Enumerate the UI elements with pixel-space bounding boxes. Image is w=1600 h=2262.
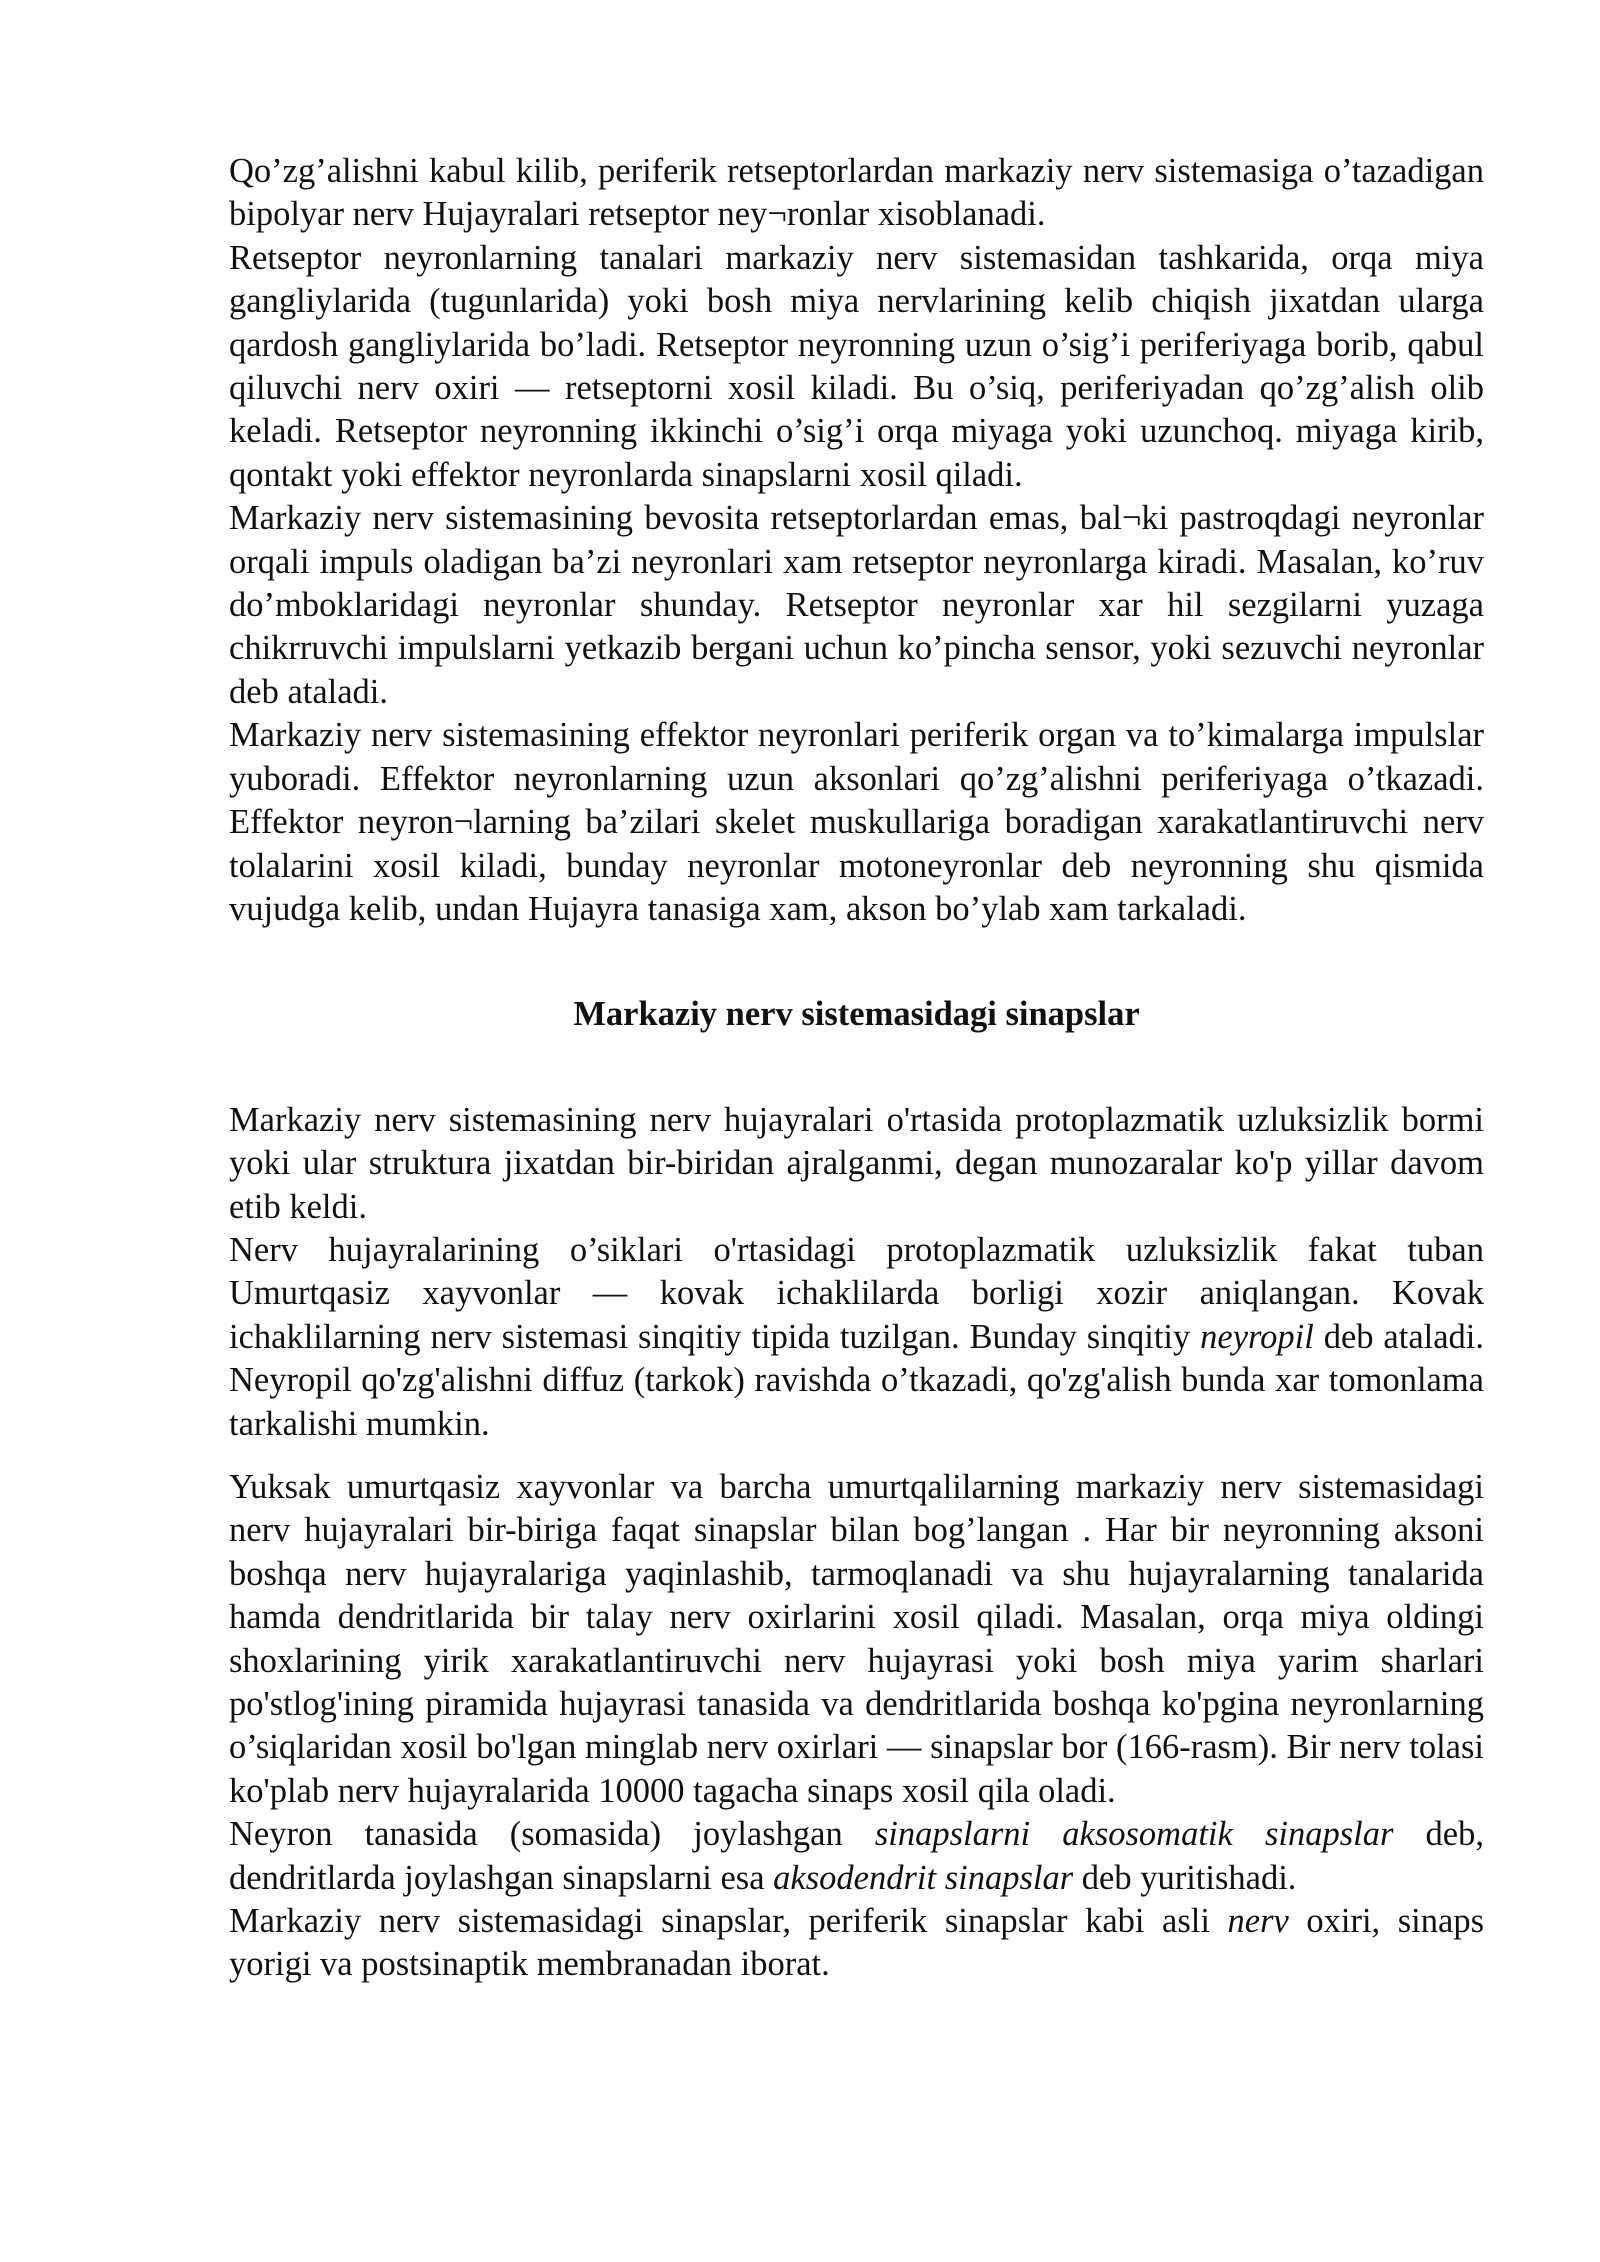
italic-term: neyropil (1200, 1317, 1314, 1356)
text-run: Markaziy nerv sistemasidagi sinapslar, periferik sinapslar kabi asli (229, 1902, 1228, 1941)
section-heading: Markaziy nerv sistemasidagi sinapslar (573, 995, 1140, 1034)
italic-term: nerv (1227, 1902, 1289, 1941)
paragraph: Markaziy nerv sistemasining bevosita retseptorlardan emas, bal¬ki pastroqdagi neyronlar orqali impuls oladigan ba’zi neyronlari xam retseptor neyronlarga kiradi. Masalan, ko’ruv do’mboklaridagi neyronlar shunday. Retseptor neyronlar xar hil sezgilarni yuzaga chikrruvchi impulslarni yetkazib bergani uchun ko’pincha sensor, yoki sezuvchi neyronlar deb ataladi. (229, 499, 1484, 711)
paragraph (229, 1813, 1484, 1900)
document-page (229, 150, 1484, 1987)
text-run: deb ataladi. Neyropil qo'zg'alishni diffuz (tarkok) ravishda o’tkazadi, qo'zg'alish bunda xar tomonlama tarkalishi mumkin. (229, 1317, 1484, 1443)
text-run: oxiri, sinaps yorigi va postsinaptik membranadan iborat. (229, 1902, 1484, 1984)
paragraph: Markaziy nerv sistemasining nerv hujayralari o'rtasida protoplazmatik uzluksizlik bormi yoki ular struktura jixatdan bir-biridan ajralganmi, degan munozaralar ko'p yillar davom etib keldi. (229, 1100, 1484, 1226)
italic-term: sinapslarni aksosomatik sinapslar (874, 1815, 1394, 1854)
italic-term: aksodendrit sinapslar (773, 1858, 1074, 1897)
text-run: deb, dendritlarda joylashgan sinapslarni esa (229, 1815, 1484, 1897)
paragraph: Retseptor neyronlarning tanalari markaziy nerv sistemasidan tashkarida, orqa miya gangliylarida (tugunlarida) yoki bosh miya nervlarining kelib chiqish jixatdan ularga qardosh gangliylarida bo’ladi. Retseptor neyronning uzun o’sig’i periferiyaga borib, qabul qiluvchi nerv oxiri — retseptorni xosil kiladi. Bu o’siq, periferiyadan qo’zg’alish olib keladi. Retseptor neyronning ikkinchi o’sig’i orqa miyaga yoki uzunchoq. miyaga kirib, qontakt yoki effektor neyronlarda sinapslarni xosil qiladi. (229, 238, 1484, 494)
paragraph (229, 1900, 1484, 1987)
text-run: Nerv hujayralarining o’siklari o'rtasidagi protoplazmatik uzluksizlik fakat tuban Umurtqasiz xayvonlar — kovak ichaklilarda borligi xozir aniqlangan. Kovak ichaklilarning nerv sistemasi sinqitiy tipida tuzilgan. Bunday sinqitiy (229, 1230, 1484, 1356)
paragraph (229, 1229, 1484, 1446)
text-run: Neyron tanasida (somasida) joylashgan (229, 1815, 875, 1854)
text-run: deb yuritishadi. (1073, 1858, 1297, 1897)
paragraph: Yuksak umurtqasiz xayvonlar va barcha umurtqalilarning markaziy nerv sistemasidagi nerv hujayralari bir-biriga faqat sinapslar bilan bog’langan . Har bir neyronning aksoni boshqa nerv hujayralariga yaqinlashib, tarmoqlanadi va shu hujayralarning tanalarida hamda dendritlarida bir talay nerv oxirlarini xosil qiladi. Masalan, orqa miya oldingi shoxlarining yirik xarakatlantiruvchi nerv hujayrasi yoki bosh miya yarim sharlari po'stlog'ining piramida hujayrasi tanasida va dendritlarida boshqa ko'pgina neyronlarning o’siqlaridan xosil bo'lgan minglab nerv oxirlari — sinapslar bor (166-rasm). Bir nerv tolasi ko'plab nerv hujayralarida 10000 tagacha sinaps xosil qila oladi. (229, 1467, 1484, 1810)
paragraph: Qo’zg’alishni kabul kilib, periferik retseptorlardan markaziy nerv sistemasiga o’tazadigan bipolyar nerv Hujayralari retseptor ney¬ronlar xisoblanadi. (229, 152, 1484, 234)
paragraph: Markaziy nerv sistemasining effektor neyronlari periferik organ va to’kimalarga impulslar yuboradi. Effektor neyronlarning uzun aksonlari qo’zg’alishni periferiyaga o’tkazadi. Effektor neyron¬larning ba’zilari skelet muskullariga boradigan xarakatlantiruvchi nerv tolalarini xosil kiladi, bunday neyronlar motoneyronlar deb neyronning shu qismida vujudga kelib, undan Hujayra tanasiga xam, akson bo’ylab xam tarkaladi. (229, 716, 1484, 928)
